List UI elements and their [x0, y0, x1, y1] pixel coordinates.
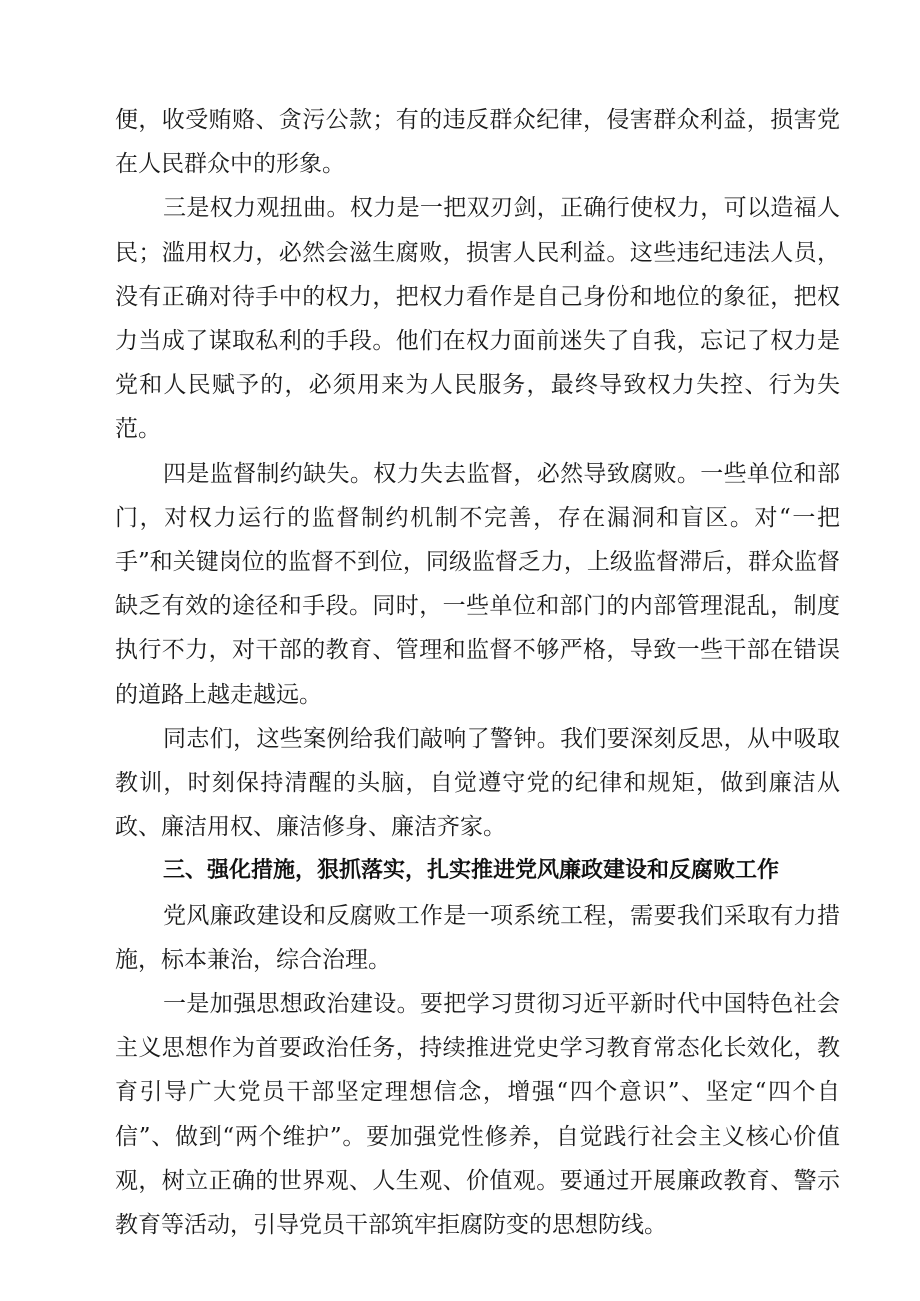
- paragraph-system-project: 党风廉政建设和反腐败工作是一项系统工程，需要我们采取有力措施，标本兼治，综合治理。: [115, 902, 840, 973]
- paragraph-power-view: 三是权力观扭曲。权力是一把双刃剑，正确行使权力，可以造福人民；滥用权力，必然会滋生腐败，损害人民利益。这些违纪违法人员，没有正确对待手中的权力，把权力看作是自己身份和地位的象征，把权力当成了谋取私利的手段。他们在权力面前迷失了自我，忘记了权力是党和人民赋予的，必须用来为人民服务，最终导致权力失控、行为失范。: [115, 195, 840, 443]
- section-heading: 三、强化措施，狠抓落实，扎实推进党风廉政建设和反腐败工作: [163, 858, 780, 884]
- paragraph-comrades: 同志们，这些案例给我们敲响了警钟。我们要深刻反思，从中吸取教训，时刻保持清醒的头脑，自觉遵守党的纪律和规矩，做到廉洁从政、廉洁用权、廉洁修身、廉洁齐家。: [115, 725, 840, 841]
- document-body: [115, 98, 840, 1247]
- paragraph-ideological-building: 一是加强思想政治建设。要把学习贯彻习近平新时代中国特色社会主义思想作为首要政治任务，持续推进党史学习教育常态化长效化，教育引导广大党员干部坚定理想信念，增强“四个意识”、坚定“四个自信”、做到“两个维护”。要加强党性修养，自觉践行社会主义核心价值观，树立正确的世界观、人生观、价值观。要通过开展廉政教育、警示教育等活动，引导党员干部筑牢拒腐防变的思想防线。: [115, 991, 840, 1239]
- paragraph-supervision: 四是监督制约缺失。权力失去监督，必然导致腐败。一些单位和部门，对权力运行的监督制约机制不完善，存在漏洞和盲区。对“一把手”和关键岗位的监督不到位，同级监督乏力，上级监督滞后，群众监督缺乏有效的途径和手段。同时，一些单位和部门的内部管理混乱，制度执行不力，对干部的教育、管理和监督不够严格，导致一些干部在错误的道路上越走越远。: [115, 460, 840, 708]
- paragraph-continuation: 便，收受贿赂、贪污公款；有的违反群众纪律，侵害群众利益，损害党在人民群众中的形象。: [115, 107, 840, 178]
